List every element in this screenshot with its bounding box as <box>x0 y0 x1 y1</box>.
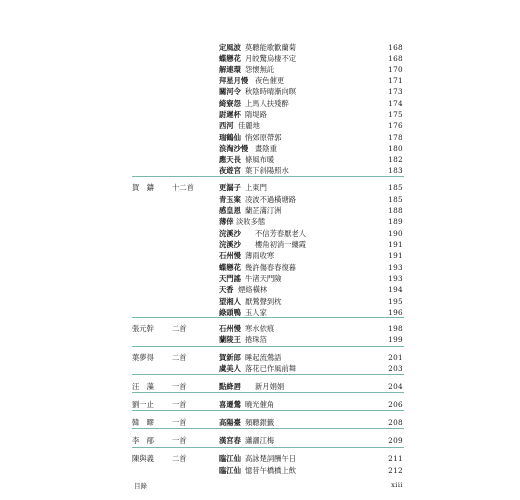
page-number: 199 <box>388 335 403 344</box>
tune-title: 綠頭鴨 <box>219 308 241 317</box>
toc-entry[interactable] <box>0 133 520 143</box>
page-number: 182 <box>388 155 403 164</box>
author-name: 汪 藻 <box>132 382 154 391</box>
poem-count: 二首 <box>172 324 187 333</box>
author-name: 賀 鑄 <box>132 183 154 192</box>
page-number: 183 <box>388 166 403 175</box>
section-divider <box>132 428 404 429</box>
toc-entry[interactable] <box>0 65 520 75</box>
first-line: 條風布暖 <box>245 155 275 164</box>
page-number: 171 <box>388 76 403 85</box>
poem-count: 十二首 <box>172 183 194 192</box>
tune-title: 高陽臺 <box>219 418 241 427</box>
page-number: 185 <box>388 195 403 204</box>
page-number: 191 <box>388 240 403 249</box>
first-line: 葉下斜陽照水 <box>245 166 289 175</box>
tune-title: 天門謠 <box>219 274 241 283</box>
toc-entry[interactable] <box>0 217 520 227</box>
first-line: 薄雨收寒 <box>245 251 275 260</box>
tune-title: 望湘人 <box>219 297 241 306</box>
toc-entry[interactable] <box>0 263 520 273</box>
first-line: 月皎驚烏棲不定 <box>245 54 297 63</box>
tune-title: 蝶戀花 <box>219 263 241 272</box>
tune-title: 臨江仙 <box>219 466 241 475</box>
toc-entry[interactable] <box>0 121 520 131</box>
toc-entry[interactable] <box>0 229 520 239</box>
page-number: 204 <box>388 382 403 391</box>
page-number: 185 <box>388 183 403 192</box>
tune-title: 點絳唇 <box>219 382 241 391</box>
first-line: 憶昔午橋橋上飲 <box>245 466 297 475</box>
author-name: 李 邴 <box>132 436 154 445</box>
tune-title: 感皇恩 <box>219 206 241 215</box>
first-line: 蘭芷滿汀洲 <box>245 206 282 215</box>
first-line: 厭鶯聲到枕 <box>245 297 282 306</box>
author-name: 張元幹 <box>132 324 154 333</box>
toc-entry[interactable] <box>0 240 520 250</box>
first-line: 淡妝多態 <box>236 217 266 226</box>
author-name: 韓 疁 <box>132 418 154 427</box>
toc-entry[interactable] <box>0 335 520 345</box>
first-line: 玉人家 <box>245 308 267 317</box>
tune-title: 瑞鶴仙 <box>219 133 241 142</box>
toc-entry[interactable] <box>0 155 520 165</box>
poem-count: 一首 <box>172 400 187 409</box>
toc-entry[interactable] <box>0 206 520 216</box>
tune-title: 蝶戀花 <box>219 54 241 63</box>
first-line: 怨懷無託 <box>245 65 275 74</box>
author-name: 葉夢得 <box>132 353 154 362</box>
tune-title: 賀新郎 <box>219 353 241 362</box>
page-number: 170 <box>388 65 403 74</box>
toc-entry[interactable] <box>0 166 520 176</box>
page-number: 198 <box>388 324 403 333</box>
tune-title: 西河 <box>219 121 234 130</box>
page-number: 180 <box>388 144 403 153</box>
author-name: 陳與義 <box>132 454 154 463</box>
tune-title: 夜遊宮 <box>219 166 241 175</box>
toc-entry[interactable] <box>0 183 520 193</box>
first-line: 晝陰重 <box>255 144 277 153</box>
footer-page-number: xiii <box>391 481 403 489</box>
first-line: 幾許傷春春復暮 <box>245 263 297 272</box>
tune-title: 石州慢 <box>219 251 241 260</box>
tune-title: 定風波 <box>219 43 241 52</box>
tune-title: 喜遷鶯 <box>219 400 241 409</box>
page-number: 193 <box>388 274 403 283</box>
first-line: 不信芳春厭老人 <box>255 229 307 238</box>
first-line: 上東門 <box>245 183 267 192</box>
page-number: 209 <box>388 436 403 445</box>
page-number: 174 <box>388 99 403 108</box>
toc-entry[interactable] <box>0 54 520 64</box>
tune-title: 浣溪沙 <box>219 240 241 249</box>
toc-entry[interactable] <box>0 436 520 446</box>
tune-title: 解連環 <box>219 65 241 74</box>
first-line: 捲珠箔 <box>245 335 267 344</box>
toc-entry[interactable] <box>0 364 520 374</box>
page-number: 176 <box>388 121 403 130</box>
tune-title: 綺寮怨 <box>219 99 241 108</box>
page-number: 212 <box>388 466 403 475</box>
tune-title: 臨江仙 <box>219 454 241 463</box>
toc-entry[interactable] <box>0 144 520 154</box>
tune-title: 更漏子 <box>219 183 241 192</box>
page-number: 208 <box>388 418 403 427</box>
poem-count: 二首 <box>172 353 187 362</box>
page-number: 195 <box>388 297 403 306</box>
tune-title: 天香 <box>219 285 234 294</box>
toc-entry[interactable] <box>0 87 520 97</box>
first-line: 瀟灑江梅 <box>245 436 275 445</box>
first-line: 悄郊原帶郭 <box>245 133 282 142</box>
toc-entry[interactable] <box>0 382 520 392</box>
footer-section-label: 目錄 <box>134 482 147 490</box>
tune-title: 應天長 <box>219 155 241 164</box>
page-number: 189 <box>388 217 403 226</box>
poem-count: 一首 <box>172 382 187 391</box>
poem-count: 一首 <box>172 418 187 427</box>
section-divider <box>132 346 404 347</box>
toc-entry[interactable] <box>0 466 520 476</box>
toc-entry[interactable] <box>0 99 520 109</box>
first-line: 夜色催更 <box>255 76 285 85</box>
toc-entry[interactable] <box>0 324 520 334</box>
first-line: 落花已作風前舞 <box>245 364 297 373</box>
toc-entry[interactable] <box>0 400 520 410</box>
page-number: 211 <box>388 454 403 463</box>
first-line: 隋堤路 <box>245 110 267 119</box>
tune-title: 關河令 <box>219 87 241 96</box>
first-line: 睡起流鶯語 <box>245 353 282 362</box>
first-line: 莫聽能歌歡蘭菊 <box>245 43 297 52</box>
first-line: 寒水依痕 <box>245 324 275 333</box>
page-number: 203 <box>388 364 403 373</box>
page-number: 206 <box>388 400 403 409</box>
tune-title: 石州慢 <box>219 324 241 333</box>
toc-entry[interactable] <box>0 353 520 363</box>
page-number: 201 <box>388 353 403 362</box>
page-number: 168 <box>388 54 403 63</box>
tune-title: 薄倖 <box>219 217 234 226</box>
first-line: 凌波不過橫塘路 <box>245 195 297 204</box>
tune-title: 漢宮春 <box>219 436 241 445</box>
toc-entry[interactable] <box>0 297 520 307</box>
first-line: 牛渚天門險 <box>245 274 282 283</box>
page-number: 173 <box>388 87 403 96</box>
section-divider <box>132 176 404 177</box>
page-number: 196 <box>388 308 403 317</box>
first-line: 頻聽銀籤 <box>245 418 275 427</box>
toc-entry[interactable] <box>0 76 520 86</box>
author-name: 劉一止 <box>132 400 154 409</box>
page-number: 188 <box>388 206 403 215</box>
section-divider <box>132 410 404 411</box>
toc-entry[interactable] <box>0 418 520 428</box>
tune-title: 尉遲杯 <box>219 110 241 119</box>
tune-title: 虞美人 <box>219 364 241 373</box>
section-divider <box>132 392 404 393</box>
tune-title: 青玉案 <box>219 195 241 204</box>
tune-title: 浪淘沙慢 <box>219 144 249 153</box>
page-number: 190 <box>388 229 403 238</box>
toc-entry[interactable] <box>0 274 520 284</box>
page-number: 194 <box>388 285 403 294</box>
toc-entry[interactable] <box>0 110 520 120</box>
section-divider <box>132 317 404 318</box>
tune-title: 拜星月慢 <box>219 76 249 85</box>
page-number: 193 <box>388 263 403 272</box>
poem-count: 一首 <box>172 436 187 445</box>
toc-entry[interactable] <box>0 43 520 53</box>
first-line: 佳麗地 <box>238 121 260 130</box>
first-line: 秋陰時晴漸向暝 <box>245 87 297 96</box>
first-line: 煙絡橫林 <box>238 285 268 294</box>
section-divider <box>132 447 404 448</box>
tune-title: 浣溪沙 <box>219 229 241 238</box>
page-number: 168 <box>388 43 403 52</box>
section-divider <box>132 374 404 375</box>
page-number: 191 <box>388 251 403 260</box>
toc-entry[interactable] <box>0 195 520 205</box>
poem-count: 二首 <box>172 454 187 463</box>
toc-entry[interactable] <box>0 285 520 295</box>
tune-title: 蘭陵王 <box>219 335 241 344</box>
toc-entry[interactable] <box>0 251 520 261</box>
first-line: 樓角初消一縷霞 <box>255 240 307 249</box>
page-number: 175 <box>388 110 403 119</box>
first-line: 曉光催角 <box>245 400 275 409</box>
first-line: 上馬人扶殘醉 <box>245 99 289 108</box>
toc-entry[interactable] <box>0 454 520 464</box>
page-number: 178 <box>388 133 403 142</box>
first-line: 新月娟娟 <box>255 382 285 391</box>
first-line: 高詠楚詞酬午日 <box>245 454 297 463</box>
